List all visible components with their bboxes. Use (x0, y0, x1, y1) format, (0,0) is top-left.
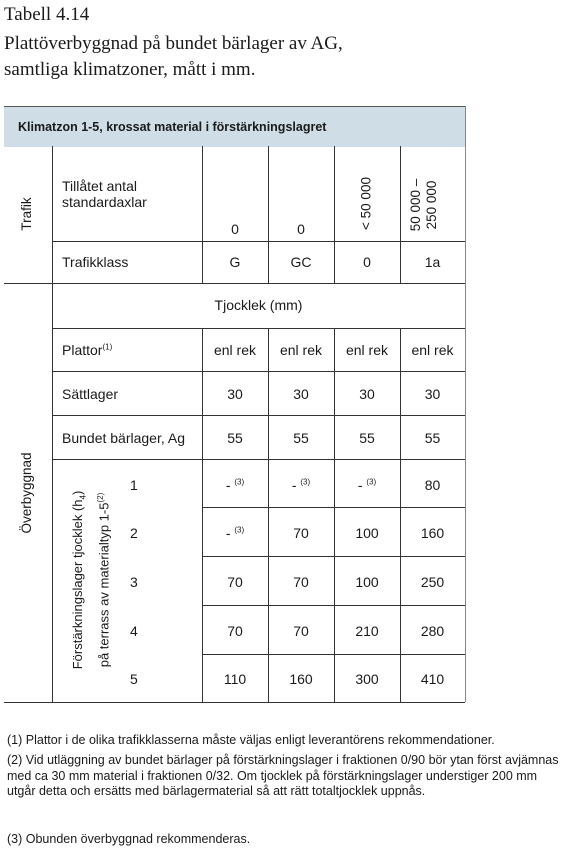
fs-label-line2-text: på terrass av materialtyp 1-5 (95, 502, 111, 668)
fs-label-line1-text: Förstärkningslager tjocklek (h (70, 499, 85, 670)
fs-value: 70 (227, 574, 243, 590)
footnote-1: (1) Plattor i de olika trafikklasserna måste väljas enligt leverantörens rekommendationer. (7, 733, 495, 747)
fs-value: 70 (293, 525, 309, 541)
fs-type-label: 1 (130, 477, 138, 493)
fs-type-label: 5 (130, 671, 138, 687)
fs-label (69, 460, 111, 700)
traffic-class-value: G (229, 254, 241, 270)
fs-value-dash (202, 525, 268, 541)
fs-value: 160 (420, 525, 445, 541)
grid-line (52, 241, 465, 242)
dash-note-ref: (3) (300, 477, 311, 487)
climate-zone-label: Klimatzon 1-5, krossat material i förstärkningslagret (18, 120, 327, 134)
footnote-3: (3) Obunden överbyggnad rekommenderas. (7, 832, 251, 846)
dash: - (225, 525, 231, 541)
std-axles-value-range (408, 165, 442, 245)
climate-zone-band (4, 106, 465, 147)
std-axles-label-line2: standardaxlar (62, 194, 147, 210)
std-axles-value: < 50 000 (358, 177, 374, 230)
fs-value: 280 (420, 623, 445, 639)
traffic-class-value: 0 (363, 254, 371, 270)
traffic-class-value: 1a (424, 254, 441, 270)
grid-line (52, 146, 53, 702)
plattor-label (62, 342, 112, 358)
std-axles-value: 0 (297, 221, 305, 237)
footnote-2: (2) Vid utläggning av bundet bärlager på förstärkningslager i fraktionen 0/90 bör ytan först avjämnas med ca 30 mm material i fraktionen 0/32. Om tjocklek på förstärkningslager understiger 200 mm utgår detta och ersätts med bärlagermaterial så att rätt totaltjocklek uppnås. (7, 753, 559, 798)
bundet-value: 55 (359, 430, 375, 446)
dash-note-ref: (3) (234, 525, 245, 535)
bundet-value: 55 (424, 430, 441, 446)
fs-label-close: ) (70, 490, 85, 496)
section-overbyggnad: Överbyggnad (19, 452, 34, 534)
grid-line (52, 371, 465, 372)
sattlager-value: 30 (293, 386, 309, 402)
section-trafik: Trafik (19, 197, 34, 231)
grid-line (4, 283, 465, 284)
fs-value-dash (334, 477, 400, 493)
bundet-value: 55 (227, 430, 243, 446)
fs-label-note-ref: (2) (95, 492, 105, 503)
grid-line (465, 106, 466, 702)
dash: - (357, 477, 363, 493)
fs-type-label: 3 (130, 574, 138, 590)
grid-line (202, 328, 203, 702)
traffic-class-label: Trafikklass (62, 254, 129, 270)
sattlager-value: 30 (424, 386, 441, 402)
fs-label-subscript: 4 (78, 495, 88, 500)
fs-value: 100 (355, 525, 379, 541)
fs-value: 410 (420, 671, 445, 687)
std-axles-label-line1: Tillåtet antal (62, 178, 137, 194)
fs-value: 70 (293, 623, 309, 639)
dash: - (225, 477, 231, 493)
plattor-label-text: Plattor (62, 342, 103, 358)
grid-line (4, 702, 465, 703)
table-title-line1: Plattöverbyggnad på bundet bärlager av AG, (4, 33, 343, 54)
fs-value: 160 (289, 671, 313, 687)
traffic-class-value: GC (290, 254, 312, 270)
fs-value: 300 (355, 671, 379, 687)
fs-value-dash (202, 477, 268, 493)
table-title-line2: samtliga klimatzoner, mått i mm. (4, 59, 256, 80)
sattlager-label: Sättlager (62, 386, 119, 402)
fs-value: 250 (420, 574, 445, 590)
plattor-value: enl rek (213, 342, 257, 358)
thickness-header: Tjocklek (mm) (214, 297, 303, 313)
dash: - (291, 477, 297, 493)
fs-label-line2 (92, 460, 112, 700)
sattlager-value: 30 (359, 386, 375, 402)
fs-value: 70 (293, 574, 309, 590)
bundet-value: 55 (293, 430, 309, 446)
table-number: Tabell 4.14 (4, 4, 90, 25)
dash-note-ref: (3) (366, 477, 377, 487)
std-axles-range-line2: 250 000 (424, 180, 439, 230)
grid-line (52, 328, 465, 329)
fs-value: 110 (223, 671, 247, 687)
grid-line (334, 328, 335, 702)
plattor-value: enl rek (345, 342, 389, 358)
grid-line (400, 328, 401, 702)
plattor-note-ref: (1) (102, 342, 113, 352)
plattor-value: enl rek (279, 342, 323, 358)
fs-value-dash (268, 477, 334, 493)
std-axles-range-line1: 50 000 – (408, 178, 423, 232)
std-axles-label (62, 178, 147, 210)
grid-line (268, 328, 269, 702)
grid-line (52, 415, 465, 416)
sattlager-value: 30 (227, 386, 243, 402)
plattor-value: enl rek (411, 342, 454, 358)
bundet-label: Bundet bärlager, Ag (62, 430, 185, 446)
fs-type-label: 2 (130, 525, 138, 541)
fs-value: 80 (424, 477, 441, 493)
fs-label-line1 (69, 460, 92, 700)
grid-line (52, 459, 465, 460)
dash-note-ref: (3) (234, 477, 245, 487)
fs-type-label: 4 (130, 623, 138, 639)
fs-value: 210 (355, 623, 379, 639)
std-axles-value: 0 (231, 221, 239, 237)
fs-value: 100 (355, 574, 379, 590)
fs-value: 70 (227, 623, 243, 639)
